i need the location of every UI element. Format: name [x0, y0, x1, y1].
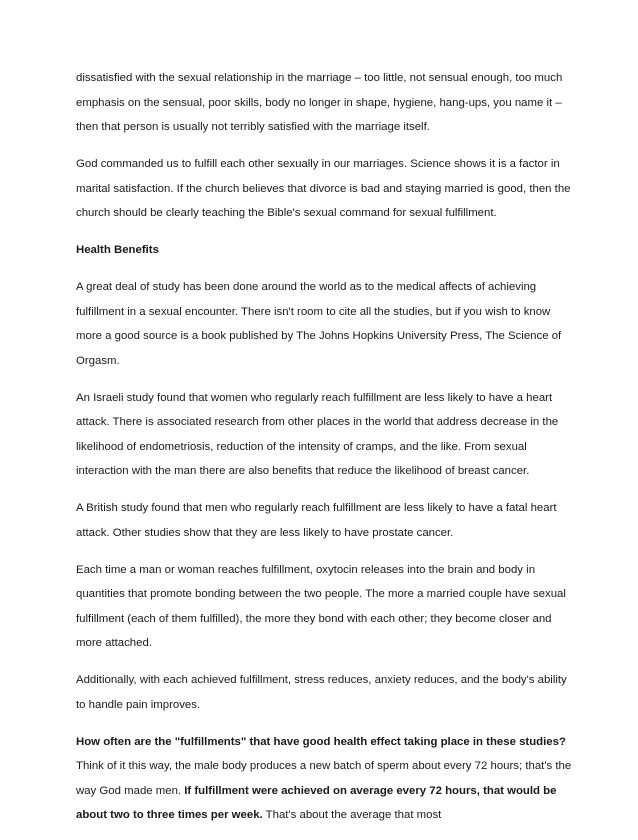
paragraph-medical-study: A great deal of study has been done around the world as to the medical affects of achieving fulfillment in a sexual encounter. There isn't room to cite all the studies, but if you wish to know more a good source is a book published by The Johns Hopkins University Press, The Science of Orgasm.	[76, 281, 562, 367]
frequency-text-a: Think of it this way, the male body produces a new batch of sperm about every 72 hours; that's the way God made men.	[76, 760, 572, 797]
paragraph-marriage-dissatisfaction: dissatisfied with the sexual relationship in the marriage – too little, not sensual enough, too much emphasis on the sensual, poor skills, body no longer in shape, hygiene, hang-ups, you name it – then that person is usually not terribly satisfied with the marriage itself.	[76, 72, 563, 133]
paragraph-stress-reduction: Additionally, with each achieved fulfillment, stress reduces, anxiety reduces, and the body's ability to handle pain improves.	[76, 674, 567, 711]
paragraph-god-commanded: God commanded us to fulfill each other sexually in our marriages. Science shows it is a factor in marital satisfaction. If the church believes that divorce is bad and staying married is good, then the church should be clearly teaching the Bible's sexual command for sexual fulfillment.	[76, 158, 571, 219]
paragraph-israeli-study: An Israeli study found that women who regularly reach fulfillment are less likely to have a heart attack. There is associated research from other places in the world that address decrease in the likelihood of endometriosis, reduction of the intensity of cramps, and the like. From sexual interaction with the man there are also benefits that reduce the likelihood of breast cancer.	[76, 391, 559, 477]
paragraph-british-study: A British study found that men who regularly reach fulfillment are less likely to have a fatal heart attack. Other studies show that they are less likely to have prostate cancer.	[76, 502, 557, 539]
bold-statement: If fulfillment were achieved on average every 72 hours, that would be about two to three times per week.	[76, 784, 557, 821]
section-heading-health-benefits: Health Benefits	[76, 244, 159, 256]
frequency-text-b: That's about the average that most	[262, 809, 442, 821]
paragraph-oxytocin: Each time a man or woman reaches fulfillment, oxytocin releases into the brain and body in quantities that promote bonding between the two people. The more a married couple have sexual fulfillment (each of them fulfilled), the more they bond with each other; they become closer and more attached.	[76, 563, 566, 649]
bold-question: How often are the "fulfillments" that have good health effect taking place in these studies?	[76, 735, 566, 748]
paragraph-frequency	[76, 730, 572, 828]
document-body	[76, 66, 572, 840]
